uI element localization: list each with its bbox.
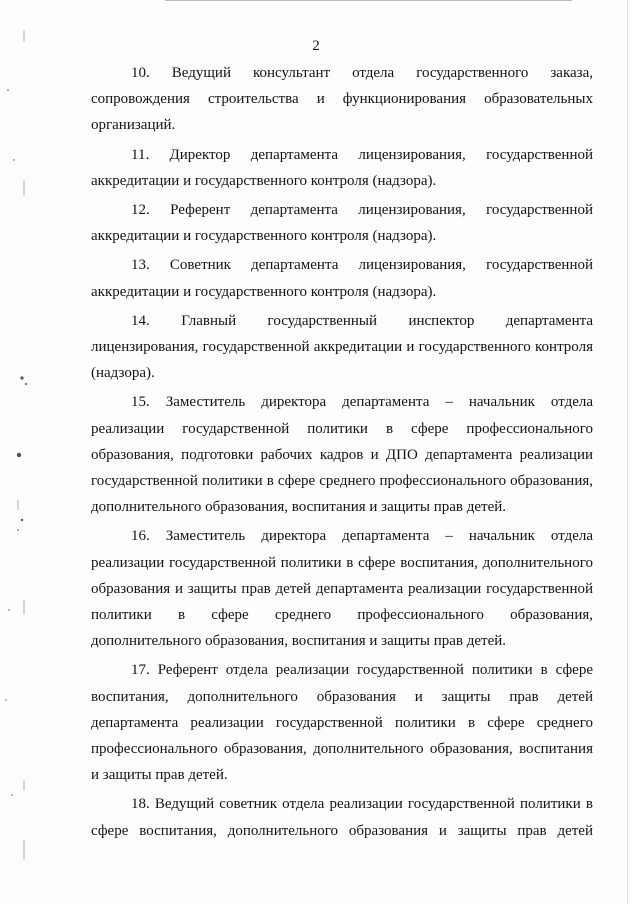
list-item — [91, 197, 593, 249]
item-text: Референт отдела реализации государственной политики в сфере воспитания, дополнительного образования и защиты прав детей департамента реализации государственной политики в сфере среднего профессионального образования, дополнительного образования, воспитания и защиты прав детей. — [91, 662, 594, 784]
scan-right-edge — [627, 0, 628, 904]
list-item — [91, 389, 593, 520]
item-number: 11. — [131, 146, 150, 163]
list-item — [91, 142, 593, 194]
item-text: Советник департамента лицензирования, государственной аккредитации и государственного контроля (надзора). — [91, 257, 593, 300]
item-number: 14. — [131, 312, 150, 329]
list-item — [91, 308, 593, 387]
list-item — [91, 657, 593, 788]
list-item — [91, 523, 593, 654]
item-number: 16. — [131, 528, 150, 545]
item-text: Главный государственный инспектор департамента лицензирования, государственной аккредитации и государственного контроля (надзора). — [91, 312, 594, 382]
item-number: 17. — [131, 662, 150, 679]
item-text: Референт департамента лицензирования, государственной аккредитации и государственного контроля (надзора). — [91, 202, 593, 245]
scan-top-edge — [165, 0, 572, 1]
list-item — [91, 791, 593, 843]
item-text: Директор департамента лицензирования, государственной аккредитации и государственного контроля (надзора). — [91, 146, 593, 189]
item-text: Заместитель директора департамента – начальник отдела реализации государственной политики в сфере воспитания, дополнительного образования и защиты прав детей департамента реализации государственной политики в сфере среднего профессионального образования, дополнительного образования, воспитания и защиты прав детей. — [91, 528, 594, 650]
item-number: 10. — [131, 65, 150, 81]
item-number: 13. — [131, 257, 150, 274]
item-text: Заместитель директора департамента – начальник отдела реализации государственной политики в сфере профессионального образования, подготовки рабочих кадров и ДПО департамента реализации государственной политики в сфере среднего профессионального образования, дополнительного образования, воспитания и защиты прав детей. — [91, 394, 594, 516]
list-item — [91, 252, 593, 304]
item-text: Ведущий советник отдела реализации государственной политики в сфере воспитания, дополнительного образования и защиты прав детей — [91, 796, 593, 839]
scan-artifacts — [0, 0, 50, 904]
page-number: 2 — [312, 38, 320, 54]
document-body — [91, 60, 593, 847]
item-number: 15. — [131, 394, 150, 411]
item-number: 18. — [131, 796, 150, 813]
item-number: 12. — [131, 202, 150, 219]
list-item — [91, 60, 593, 139]
item-text: Ведущий консультант отдела государственного заказа, сопровождения строительства и функционирования образовательных организаций. — [91, 65, 593, 134]
